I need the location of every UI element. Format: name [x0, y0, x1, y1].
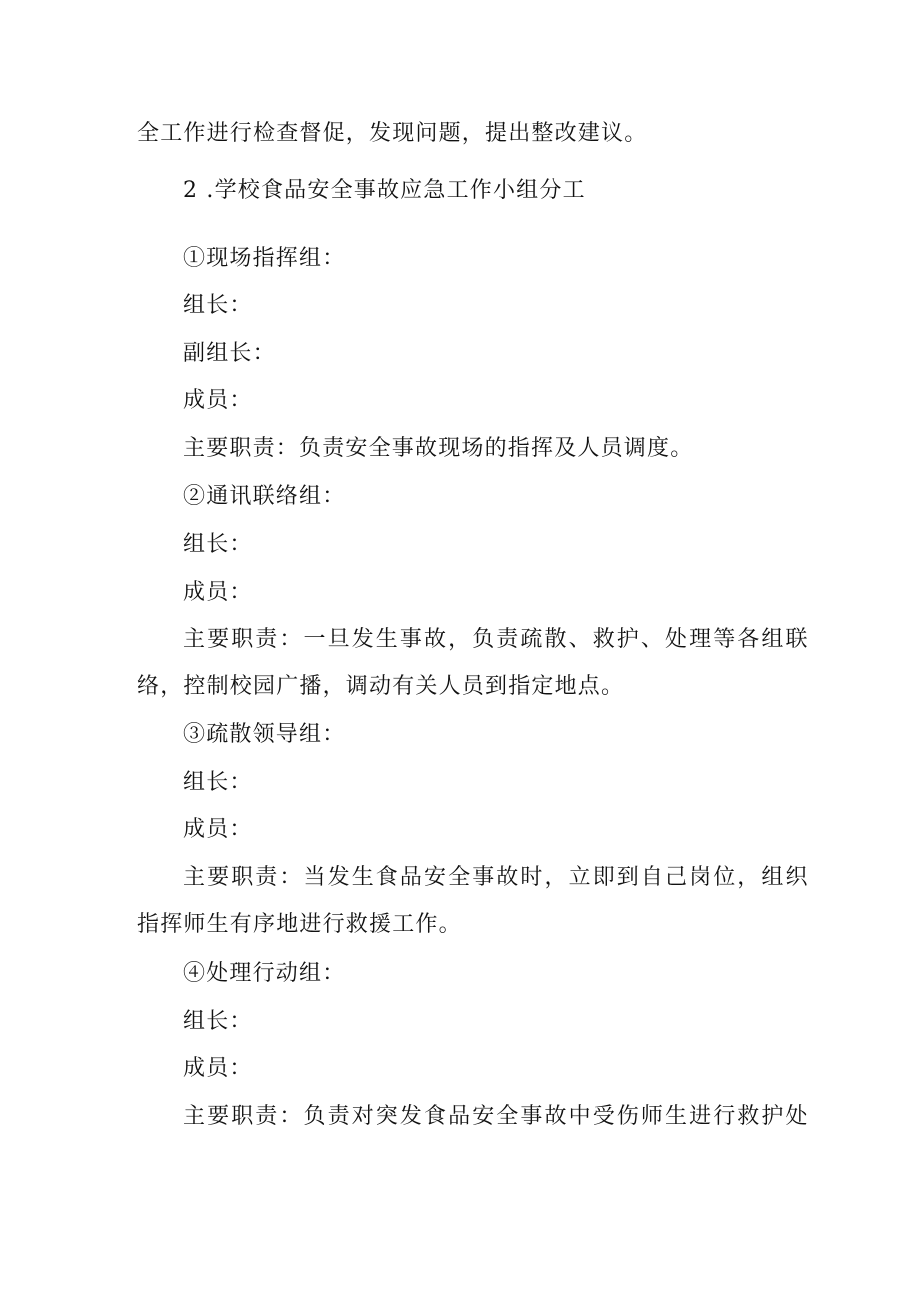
duties-paragraph	[183, 625, 810, 655]
duties-text: 主要职责：负责对突发食品安全事故中受伤师生进行救护处	[183, 1104, 810, 1129]
group-heading-on-site-command: ①现场指挥组：	[183, 246, 346, 271]
group-leader-label: 组长：	[183, 770, 253, 795]
paragraph-continuation: 全工作进行检查督促，发现问题，提出整改建议。	[137, 121, 648, 146]
duties-paragraph-continuation: 络，控制校园广播，调动有关人员到指定地点。	[137, 674, 625, 699]
duties-paragraph	[183, 863, 810, 893]
group-leader-label: 组长：	[183, 293, 253, 318]
members-label: 成员：	[183, 388, 253, 413]
duties-paragraph-continuation: 指挥师生有序地进行救援工作。	[137, 912, 462, 937]
group-heading-action: ④处理行动组：	[183, 961, 346, 986]
duties-paragraph	[183, 1102, 810, 1132]
members-label: 成员：	[183, 817, 253, 842]
group-heading-evacuation: ③疏散领导组：	[183, 722, 346, 747]
deputy-leader-label: 副组长：	[183, 341, 276, 366]
group-leader-label: 组长：	[183, 532, 253, 557]
members-label: 成员：	[183, 1056, 253, 1081]
duties-text: 主要职责：一旦发生事故，负责疏散、救护、处理等各组联	[183, 627, 810, 652]
section-heading: 2 .学校食品安全事故应急工作小组分工	[183, 178, 586, 203]
duties-paragraph: 主要职责：负责安全事故现场的指挥及人员调度。	[183, 436, 694, 461]
members-label: 成员：	[183, 580, 253, 605]
group-heading-communications: ②通讯联络组：	[183, 484, 346, 509]
group-leader-label: 组长：	[183, 1009, 253, 1034]
duties-text: 主要职责：当发生食品安全事故时，立即到自己岗位，组织	[183, 865, 810, 890]
